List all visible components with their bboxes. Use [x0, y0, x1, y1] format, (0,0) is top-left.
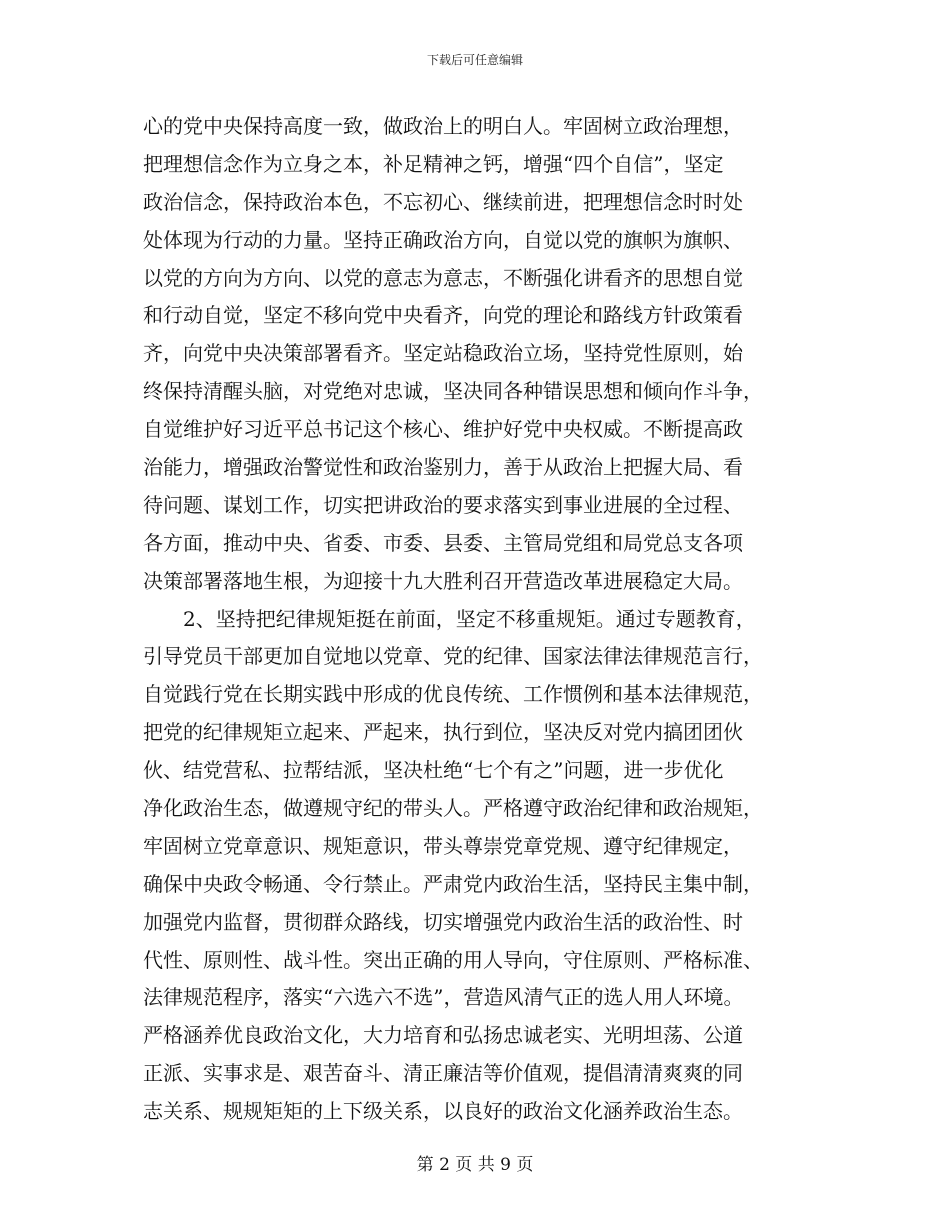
text-line: 齐，向党中央决策部署看齐。坚定站稳政治立场，坚持党性原则，始 [143, 341, 743, 366]
text-line: 政治信念，保持政治本色，不忘初心、继续前进，把理想信念时时处 [143, 189, 743, 214]
text-line: 治能力，增强政治警觉性和政治鉴别力，善于从政治上把握大局、看 [143, 455, 743, 480]
text-line: 牢固树立党章意识、规矩意识，带头尊崇党章党规、遵守纪律规定， [143, 833, 743, 858]
text-line: 决策部署落地生根，为迎接十九大胜利召开营造改革进展稳定大局。 [143, 568, 743, 593]
text-line: 加强党内监督，贯彻群众路线，切实增强党内政治生活的政治性、时 [143, 909, 743, 934]
text-line: 严格涵养优良政治文化，大力培育和弘扬忠诚老实、光明坦荡、公道 [143, 1023, 743, 1048]
text-line: 自觉维护好习近平总书记这个核心、维护好党中央权威。不断提高政 [143, 417, 743, 442]
text-line: 引导党员干部更加自觉地以党章、党的纪律、国家法律法律规范言行， [143, 644, 763, 669]
text-line: 处体现为行动的力量。坚持正确政治方向，自觉以党的旗帜为旗帜、 [143, 227, 743, 252]
text-line: 确保中央政令畅通、令行禁止。严肃党内政治生活，坚持民主集中制， [143, 871, 763, 896]
text-line: 伙、结党营私、拉帮结派，坚决杜绝“七个有之”问题，进一步优化 [143, 758, 724, 783]
page-number: 第 2 页 共 9 页 [416, 1155, 534, 1175]
text-line: 和行动自觉，坚定不移向党中央看齐，向党的理论和路线方针政策看 [143, 303, 743, 328]
text-line: 把理想信念作为立身之本，补足精神之钙，增强“四个自信”，坚定 [143, 151, 724, 176]
text-line: 正派、实事求是、艰苦奋斗、清正廉洁等价值观，提倡清清爽爽的同 [143, 1061, 743, 1086]
text-line: 2、坚持把纪律规矩挺在前面，坚定不移重规矩。通过专题教育， [143, 606, 756, 631]
text-line: 以党的方向为方向、以党的意志为意志，不断强化讲看齐的思想自觉 [143, 265, 743, 290]
text-line: 待问题、谋划工作，切实把讲政治的要求落实到事业进展的全过程、 [143, 492, 743, 517]
text-line: 各方面，推动中央、省委、市委、县委、主管局党组和局党总支各项 [143, 530, 743, 555]
document-body [143, 108, 823, 1131]
header-note: 下载后可任意编辑 [426, 53, 523, 67]
text-line: 代性、原则性、战斗性。突出正确的用人导向，守住原则、严格标准、 [143, 947, 763, 972]
text-line: 终保持清醒头脑，对党绝对忠诚，坚决同各种错误思想和倾向作斗争， [143, 379, 763, 404]
text-line: 净化政治生态，做遵规守纪的带头人。严格遵守政治纪律和政治规矩， [143, 796, 763, 821]
text-line: 法律规范程序，落实“六选六不选”，营造风清气正的选人用人环境。 [143, 985, 744, 1010]
text-line: 志关系、规规矩矩的上下级关系，以良好的政治文化涵养政治生态。 [143, 1099, 743, 1124]
text-line: 自觉践行党在长期实践中形成的优良传统、工作惯例和基本法律规范， [143, 682, 763, 707]
text-line: 心的党中央保持高度一致，做政治上的明白人。牢固树立政治理想， [143, 114, 743, 138]
text-line: 把党的纪律规矩立起来、严起来，执行到位，坚决反对党内搞团团伙 [143, 720, 743, 745]
